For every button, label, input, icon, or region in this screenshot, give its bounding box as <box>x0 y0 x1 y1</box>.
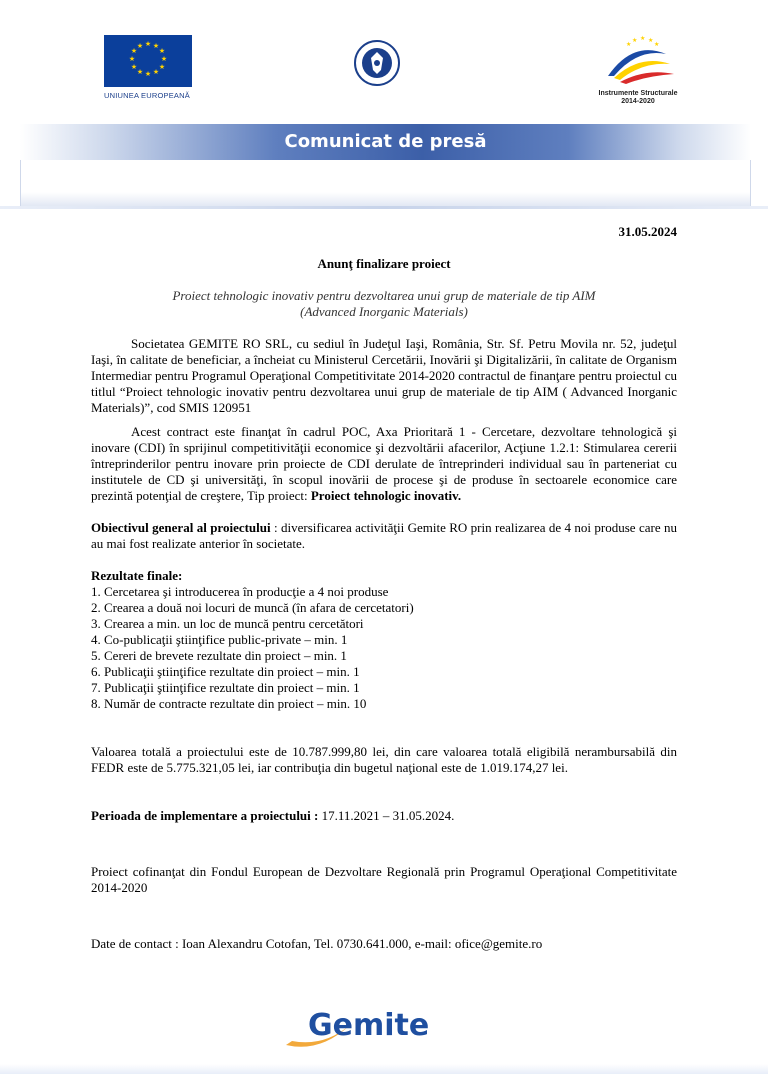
svg-text:★: ★ <box>144 40 152 48</box>
result-item: 1. Cercetarea şi introducerea în producţie a 4 noi produse <box>91 584 389 599</box>
gemite-logo <box>280 995 440 1055</box>
svg-text:★: ★ <box>158 63 166 71</box>
paragraph-period <box>91 808 677 824</box>
result-item: 2. Crearea a două noi locuri de muncă (în afara de cercetatori) <box>91 600 414 615</box>
svg-text:★: ★ <box>626 41 632 48</box>
result-item: 6. Publicaţii ştiinţifice rezultate din proiect – min. 1 <box>91 664 360 679</box>
svg-text:★: ★ <box>130 63 138 71</box>
is-caption-line1: Instrumente Structurale <box>598 90 678 97</box>
result-item: 3. Crearea a min. un loc de muncă pentru cercetători <box>91 616 364 631</box>
document-title: Anunţ finalizare proiect <box>317 256 451 271</box>
svg-text:★: ★ <box>632 37 638 44</box>
svg-text:★: ★ <box>640 35 646 42</box>
svg-text:★: ★ <box>144 70 152 78</box>
result-item: 5. Cereri de brevete rezultate din proiect – min. 1 <box>91 648 347 663</box>
banner-title: Comunicat de presă <box>284 131 487 152</box>
banner-subpanel <box>20 160 751 206</box>
results-list <box>91 584 677 712</box>
document-subtitle <box>91 288 677 320</box>
paragraph-contact: Date de contact : Ioan Alexandru Cotofan, Tel. 0730.641.000, e-mail: ofice@gemite.ro <box>91 936 543 951</box>
logo-bar <box>0 0 768 120</box>
svg-text:★: ★ <box>136 42 144 50</box>
period-value: 17.11.2021 – 31.05.2024. <box>321 808 455 823</box>
period-label: Perioada de implementare a proiectului : <box>91 808 322 823</box>
paragraph-beneficiary: Societatea GEMITE RO SRL, cu sediul în Judeţul Iaşi, România, Str. Sf. Petru Movila nr. 52, judeţul Iaşi, în calitate de beneficiar, a încheiat cu Ministerul Cercetării, Inovării şi Digitalizării, în calitate de Organism Intermediar pentru Programul Operaţional Competitivitate 2014-2020 contractul de finanţare pentru proiectul cu titlul “Proiect tehnologic inovativ pentru dezvoltarea unui grup de materiale de tip AIM ( Advanced Inorganic Materials)”, cod SMIS 120951 <box>91 336 677 415</box>
banner-divider <box>0 206 768 209</box>
eu-flag-icon <box>104 35 192 87</box>
svg-text:★: ★ <box>648 37 654 44</box>
paragraph-value: Valoarea totală a proiectului este de 10.787.999,80 lei, din care valoarea totală eligibilă nerambursabilă din FEDR este de 5.775.321,05 lei, iar contribuţia din bugetul naţional este de 1.019.174,27 lei. <box>91 744 677 775</box>
footer-divider <box>0 1064 768 1074</box>
results-label: Rezultate finale: <box>91 568 183 583</box>
result-item: 4. Co-publicaţii ştiinţifice public-private – min. 1 <box>91 632 348 647</box>
results-section <box>91 568 677 712</box>
svg-text:★: ★ <box>160 55 168 63</box>
paragraph-financing <box>91 424 677 504</box>
svg-text:★: ★ <box>128 55 136 63</box>
eu-caption: UNIUNEA EUROPEANĂ <box>104 91 190 100</box>
press-release-banner <box>20 124 751 160</box>
svg-text:★: ★ <box>654 41 660 48</box>
instrumente-structurale-logo <box>588 32 688 112</box>
paragraph-cofinance: Proiect cofinanţat din Fondul European de Dezvoltare Regională prin Programul Operaţional Competitivitate 2014-2020 <box>91 864 677 895</box>
subtitle-line1: Proiect tehnologic inovativ pentru dezvoltarea unui grup de materiale de tip AIM <box>172 288 596 303</box>
is-caption-line2: 2014-2020 <box>621 98 655 105</box>
project-type: Proiect tehnologic inovativ. <box>310 488 462 503</box>
instrumente-structurale-icon <box>588 32 688 88</box>
paragraph-objective <box>91 520 677 552</box>
svg-text:★: ★ <box>152 42 160 50</box>
financing-text: Acest contract este finanţat în cadrul POC, Axa Prioritară 1 - Cercetare, dezvoltare tehnologică şi inovare (CDI) în sprijinul competitivităţii economice şi dezvoltării afacerilor, Acţiune 1.2.1: Stimularea cererii întreprinderilor pentru inovare prin proiecte de CDI derulate de întreprinderi individual sau în parteneriat cu institutele de CD şi universităţi, în scopul inovării de procese şi de produse în sectoarele economice care prezintă potenţial de creştere, Tip proiect: <box>91 424 677 503</box>
svg-text:★: ★ <box>152 68 160 76</box>
subtitle-line2: (Advanced Inorganic Materials) <box>300 304 468 319</box>
objective-label: Obiectivul general al proiectului <box>91 520 271 535</box>
svg-text:★: ★ <box>130 47 138 55</box>
objective-text: : diversificarea activităţii Gemite RO prin realizarea de 4 noi produse care nu au mai fost realizate anterior în societate. <box>91 520 677 551</box>
eu-logo <box>104 35 196 100</box>
result-item: 8. Număr de contracte rezultate din proiect – min. 10 <box>91 696 367 711</box>
romanian-government-seal-icon <box>354 40 400 86</box>
result-item: 7. Publicaţii ştiinţifice rezultate din proiect – min. 1 <box>91 680 360 695</box>
svg-text:★: ★ <box>136 68 144 76</box>
document-body <box>91 224 677 952</box>
gemite-logo-text: Gemite <box>308 1008 430 1043</box>
document-date: 31.05.2024 <box>618 224 677 239</box>
svg-text:★: ★ <box>158 47 166 55</box>
